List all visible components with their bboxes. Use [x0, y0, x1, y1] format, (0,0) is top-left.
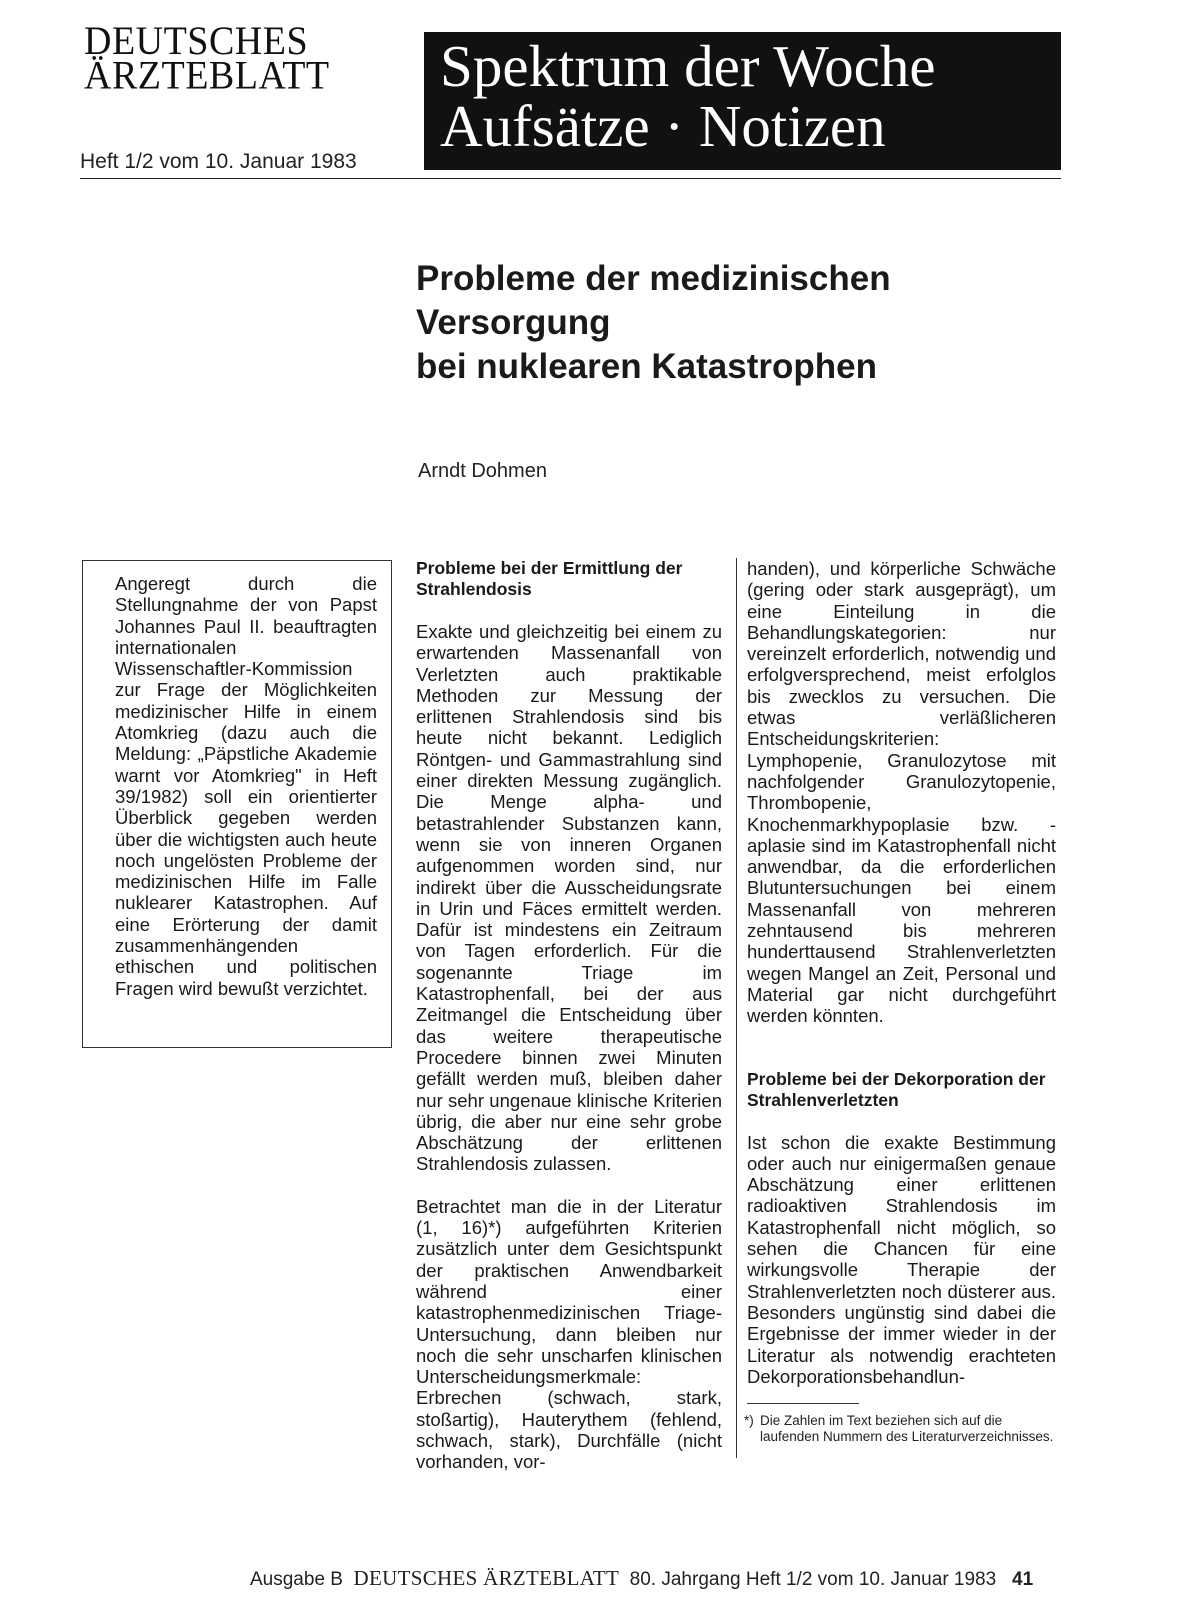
section-banner-line-2: Aufsätze · Notizen — [440, 93, 886, 159]
logo-line-2: ÄRZTEBLATT — [84, 53, 330, 98]
footer-volume: 80. Jahrgang Heft 1/2 vom 10. Januar 1983 — [629, 1569, 997, 1590]
issue-date: Heft 1/2 vom 10. Januar 1983 — [80, 150, 357, 173]
paragraph: handen), und körperliche Schwäche (gering oder stark ausgeprägt), um eine Einteilung in die Behandlungskategorien: nur vereinzelt erforderlich, notwendig und erfolgversprechend, meist erfolglos bis zwecklos zu versuchen. Die etwas verläßlicheren Entscheidungskriterien: Lymphopenie, Granulozytose mit nachfolgender Granulozytopenie, Thrombopenie, Knochenmarkhypoplasie bzw. -aplasie sind im Katastrophenfall nicht anwendbar, da die erforderlichen Blutuntersuchungen bei einem Massenanfall von mehreren zehntausend bis mehreren hunderttausend Strahlenverletzten wegen Mangel an Zeit, Personal und Material gar nicht durchgeführt werden könnten. — [747, 558, 1056, 1027]
paragraph: Betrachtet man die in der Literatur (1, 16)*) aufgeführten Kriterien zusätzlich unter dem Gesichtspunkt der praktischen Anwendbarkeit während einer katastrophenmedizinischen Triage-Untersuchung, dann bleiben nur noch die sehr unscharfen klinischen Unterscheidungsmerkmale: Erbrechen (schwach, stark, stoßartig), Hauterythem (fehlend, schwach, stark), Durchfälle (nicht vorhanden, vor- — [416, 1195, 722, 1473]
section-heading-dose: Probleme bei der Ermittlung der Strahlendosis — [416, 558, 683, 599]
abstract-text: Angeregt durch die Stellungnahme der von Papst Johannes Paul II. beauftragten internationalen Wissenschaftler-Kommission zur Frage der Möglichkeiten medizinischer Hilfe in einem Atomkrieg (dazu auch die Meldung: „Päpstliche Akademie warnt vor Atomkrieg" in Heft 39/1982) soll ein orientierter Überblick gegeben werden über die wichtigsten auch heute noch ungelösten Probleme der medizinischen Hilfe im Falle nuklearer Katastrophen. Auf eine Erörterung der damit zusammenhängenden ethischen und politischen Fragen wird bewußt verzichtet. — [115, 573, 377, 999]
footnote-mark: *) — [744, 1413, 754, 1428]
page-number: 41 — [1012, 1569, 1034, 1590]
column-divider — [736, 558, 737, 1458]
section-heading-decorporation: Probleme bei der Dekorporation der Strahlenverletzten — [747, 1068, 1046, 1110]
article-title — [416, 257, 1036, 389]
paragraph: Exakte und gleichzeitig bei einem zu erwartenden Massenanfall von Verletzten auch praktikable Methoden zur Messung der erlittenen Strahlendosis sind bis heute nicht bekannt. Lediglich Röntgen- und Gammastrahlung sind einer direkten Messung zugänglich. Die Menge alpha- und betastrahlender Substanzen kann, wenn sie von inneren Organen aufgenommen worden sind, nur indirekt über die Ausscheidungsrate in Urin und Fäces ermittelt werden. Dafür ist mindestens ein Zeitraum von Tagen erforderlich. Für die sogenannte Triage im Katastrophenfall, bei der aus Zeitmangel die Entscheidung über das weitere therapeutische Procedere binnen zwei Minuten gefällt werden muß, bleiben daher nur sehr ungenaue klinische Kriterien übrig, die aber nur eine sehr grobe Abschätzung der erlittenen Strahlendosis zulassen. — [416, 621, 722, 1175]
footer-journal: DEUTSCHES ÄRZTEBLATT — [353, 1566, 620, 1590]
title-line-2: Versorgung — [416, 303, 611, 342]
title-line-3: bei nuklearen Katastrophen — [416, 347, 877, 386]
journal-logo — [84, 19, 404, 98]
title-line-1: Probleme der medizinischen — [416, 259, 891, 298]
masthead-divider — [80, 178, 1061, 179]
text-column-middle — [416, 558, 722, 1473]
abstract-box — [82, 560, 392, 1048]
text-column-right — [747, 558, 1056, 1387]
footnote-text: Die Zahlen im Text beziehen sich auf die laufenden Nummern des Literaturverzeichnisses. — [760, 1413, 1054, 1444]
footnote-divider — [747, 1403, 859, 1404]
section-banner-line-1: Spektrum der Woche — [440, 33, 936, 99]
logo-line-1: DEUTSCHES — [84, 19, 309, 64]
author-name: Arndt Dohmen — [418, 460, 547, 482]
page-footer — [250, 1566, 1061, 1591]
paragraph: Ist schon die exakte Bestimmung oder auch nur einigermaßen genaue Abschätzung einer erlittenen radioaktiven Strahlendosis im Katastrophenfall nicht möglich, so sehen die Chancen für eine wirkungsvolle Therapie der Strahlenverletzten noch düsterer aus. Besonders ungünstig sind dabei die Ergebnisse der immer wieder in der Literatur als notwendig erachteten Dekorporationsbehandlun- — [747, 1131, 1056, 1387]
section-banner — [424, 32, 1061, 170]
footer-edition: Ausgabe B — [250, 1569, 343, 1590]
footnote — [744, 1413, 1056, 1444]
